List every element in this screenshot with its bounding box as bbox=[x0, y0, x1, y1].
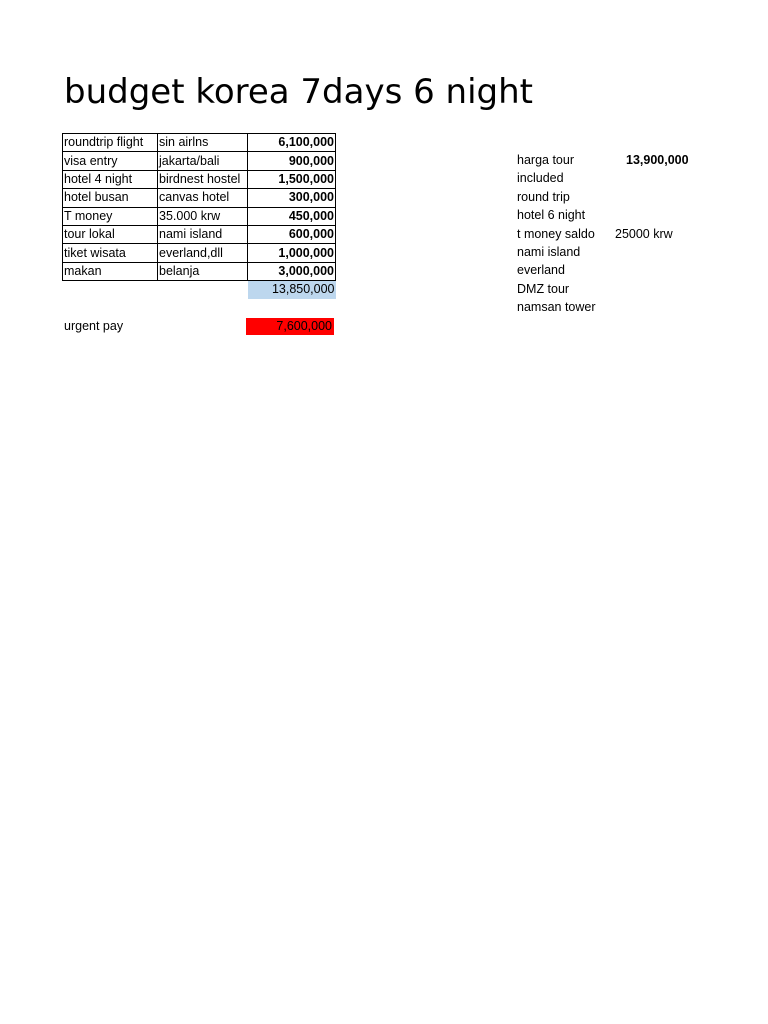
included-item bbox=[517, 207, 596, 225]
cell-item[interactable]: tour lokal bbox=[63, 225, 158, 243]
cell-detail[interactable]: belanja bbox=[158, 262, 248, 280]
tour-package-block bbox=[517, 152, 689, 318]
urgent-pay-amount[interactable]: 7,600,000 bbox=[246, 318, 334, 335]
table-row bbox=[63, 170, 336, 188]
cell-detail[interactable]: jakarta/bali bbox=[158, 152, 248, 170]
cell-item[interactable]: visa entry bbox=[63, 152, 158, 170]
cell-item[interactable]: tiket wisata bbox=[63, 244, 158, 262]
cell-amount[interactable]: 900,000 bbox=[248, 152, 336, 170]
cell-amount[interactable]: 600,000 bbox=[248, 225, 336, 243]
harga-tour-row bbox=[517, 152, 689, 170]
included-item bbox=[517, 189, 596, 207]
cell-detail[interactable]: sin airlns bbox=[158, 134, 248, 152]
table-row bbox=[63, 152, 336, 170]
empty-cell[interactable] bbox=[158, 281, 248, 299]
table-row bbox=[63, 189, 336, 207]
table-row bbox=[63, 207, 336, 225]
total-row bbox=[63, 281, 336, 299]
table-row bbox=[63, 262, 336, 280]
included-item bbox=[517, 299, 596, 317]
cell-item[interactable]: T money bbox=[63, 207, 158, 225]
cell-amount[interactable]: 3,000,000 bbox=[248, 262, 336, 280]
included-item-label[interactable]: hotel 6 night bbox=[517, 208, 586, 223]
total-amount-cell[interactable]: 13,850,000 bbox=[248, 281, 336, 299]
table-row bbox=[63, 225, 336, 243]
cell-detail[interactable]: everland,dll bbox=[158, 244, 248, 262]
cell-amount[interactable]: 300,000 bbox=[248, 189, 336, 207]
cell-item[interactable]: makan bbox=[63, 262, 158, 280]
included-item-label[interactable]: DMZ tour bbox=[517, 281, 570, 296]
cell-item[interactable]: hotel 4 night bbox=[63, 170, 158, 188]
included-row bbox=[517, 170, 596, 188]
included-item bbox=[517, 281, 596, 299]
budget-table bbox=[62, 133, 336, 299]
urgent-pay-label[interactable]: urgent pay bbox=[64, 319, 124, 333]
harga-tour-label[interactable]: harga tour bbox=[517, 153, 574, 167]
cell-amount[interactable]: 1,000,000 bbox=[248, 244, 336, 262]
cell-item[interactable]: hotel busan bbox=[63, 189, 158, 207]
cell-detail[interactable]: 35.000 krw bbox=[158, 207, 248, 225]
harga-tour-value[interactable]: 13,900,000 bbox=[626, 153, 689, 167]
empty-cell[interactable] bbox=[63, 281, 158, 299]
cell-amount[interactable]: 450,000 bbox=[248, 207, 336, 225]
cell-detail[interactable]: birdnest hostel bbox=[158, 170, 248, 188]
cell-detail[interactable]: nami island bbox=[158, 225, 248, 243]
document-title: budget korea 7days 6 night bbox=[64, 72, 534, 112]
cell-amount[interactable]: 1,500,000 bbox=[248, 170, 336, 188]
tmoney-saldo-value[interactable]: 25000 krw bbox=[615, 226, 673, 241]
table-row bbox=[63, 134, 336, 152]
included-item-label[interactable]: namsan tower bbox=[517, 300, 596, 315]
included-item-label[interactable]: nami island bbox=[517, 244, 581, 259]
included-label[interactable]: included bbox=[517, 171, 564, 186]
tmoney-saldo-label[interactable]: t money saldo bbox=[517, 226, 595, 241]
included-item-label[interactable]: everland bbox=[517, 263, 565, 278]
cell-amount[interactable]: 6,100,000 bbox=[248, 134, 336, 152]
table-row bbox=[63, 244, 336, 262]
cell-item[interactable]: roundtrip flight bbox=[63, 134, 158, 152]
cell-detail[interactable]: canvas hotel bbox=[158, 189, 248, 207]
included-item bbox=[517, 244, 596, 262]
tmoney-saldo-row bbox=[517, 226, 673, 244]
included-item-label[interactable]: round trip bbox=[517, 189, 570, 204]
included-item bbox=[517, 262, 596, 280]
